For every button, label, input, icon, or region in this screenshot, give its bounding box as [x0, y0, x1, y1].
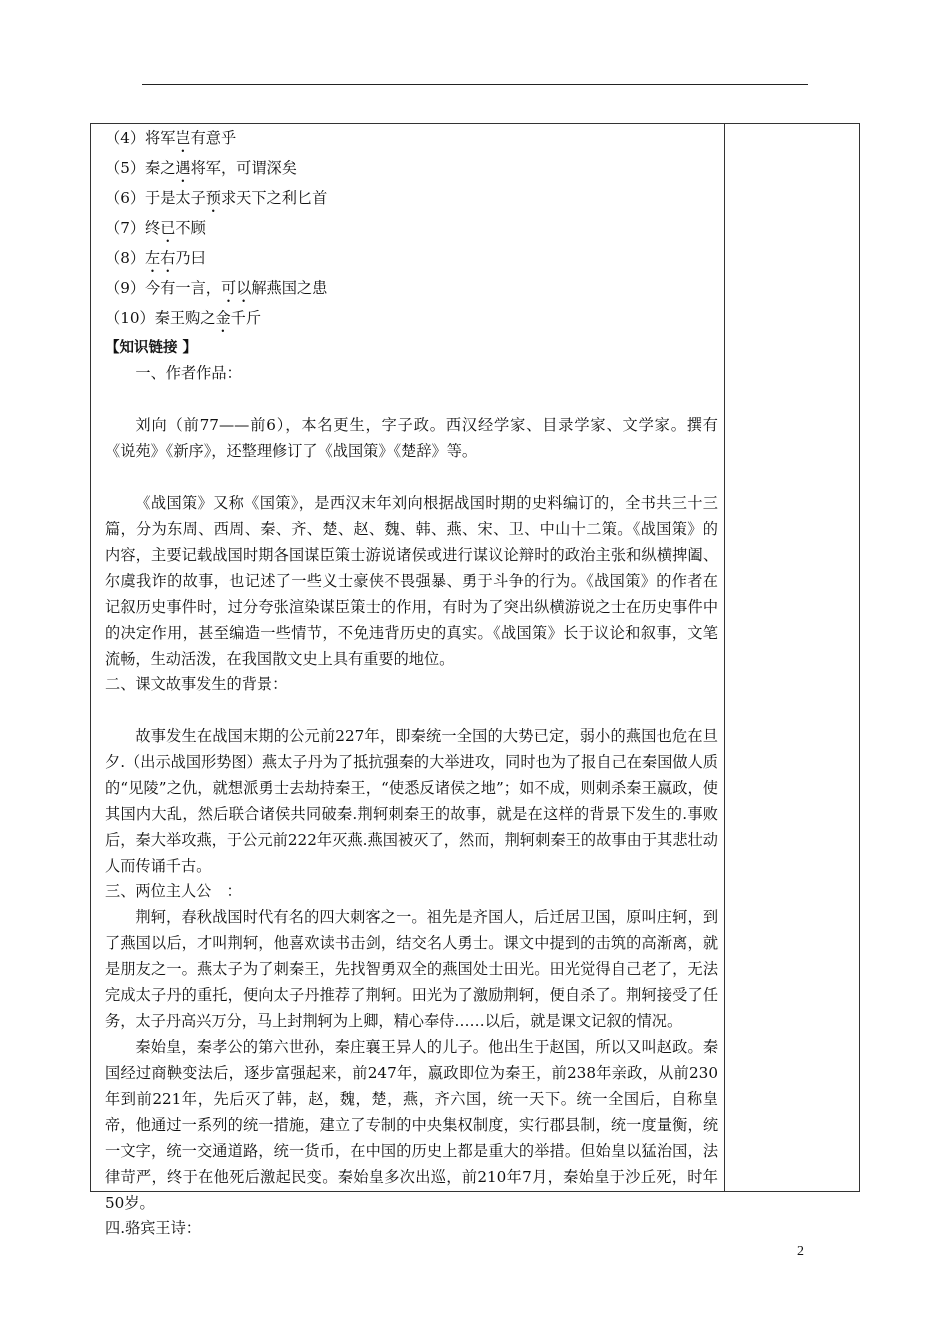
review-item-8: （8）左右乃曰 — [105, 249, 206, 267]
section-protagonists-title: 三、两位主人公 ： — [105, 882, 242, 900]
qinshihuang-paragraph: 秦始皇，秦孝公的第六世孙，秦庄襄王异人的儿子。他出生于赵国，所以又叫赵政。秦国经过商鞅变法后，逐步富强起来，前247年，嬴政即位为秦王，前238年亲政，从前230年到前221年，先后灭了韩，赵，魏，楚，燕，齐六国，统一天下。统一全国后，自称皇帝，他通过一系列的统一措施，建立了专制的中央集权制度，实行郡县制，统一度量衡，统一文字，统一交通道路，统一货币，在中国的历史上都是重大的举措。但始皇以猛治国，法律苛严，终于在他死后激起民变。秦始皇多次出巡，前210年7月，秦始皇于沙丘死，时年50岁。 — [105, 1038, 718, 1212]
spacer — [105, 464, 718, 490]
header-rule — [142, 84, 808, 85]
main-content-cell — [91, 124, 724, 1237]
notes-column-divider — [724, 124, 725, 1191]
knowledge-link-heading: 【知识链接 】 — [105, 340, 198, 356]
zhanguoce-paragraph: 《战国策》又称《国策》，是西汉末年刘向根据战国时期的史料编订的，全书共三十三篇，分为东周、西周、秦、齐、楚、赵、魏、韩、燕、宋、卫、中山十二策。《战国策》的内容，主要记载战国时期各国谋臣策士游说诸侯或进行谋议论辩时的政治主张和纵横捭阖、尔虞我诈的故事，也记述了一些义士豪侠不畏强暴、勇于斗争的行为。《战国策》的作者在记叙历史事件时，过分夸张渲染谋臣策士的作用，有时为了突出纵横游说之士在历史事件中的决定作用，甚至编造一些情节，不免违背历史的真实。《战国策》长于议论和叙事，文笔流畅，生动活泼，在我国散文史上具有重要的地位。 — [105, 494, 718, 668]
spacer — [105, 386, 718, 412]
review-item-6: （6）于是太子预求天下之利匕首 — [105, 189, 328, 207]
jingke-paragraph: 荆轲，春秋战国时代有名的四大刺客之一。祖先是齐国人，后迁居卫国，原叫庄轲，到了燕国以后，才叫荆轲，他喜欢读书击剑，结交名人勇士。课文中提到的击筑的高渐离，就是朋友之一。燕太子为了刺秦王，先找智勇双全的燕国处士田光。田光觉得自己老了，无法完成太子丹的重托，便向太子丹推荐了荆轲。田光为了激励荆轲，便自杀了。荆轲接受了任务，太子丹高兴万分，马上封荆轲为上卿，精心奉侍……以后，就是课文记叙的情况。 — [105, 908, 718, 1030]
page-number: 2 — [797, 1244, 804, 1259]
review-item-5: （5）秦之遇将军，可谓深矣 — [105, 159, 297, 177]
section-poem-title: 四.骆宾王诗： — [105, 1219, 201, 1237]
background-paragraph: 故事发生在战国末期的公元前227年，即秦统一全国的大势已定，弱小的燕国也危在旦夕.（出示战国形势图）燕太子丹为了抵抗强秦的大举进攻，同时也为了报自己在秦国做人质的“见陵”之仇，就想派勇士去劫持秦王，“使悉反诸侯之地”；如不成，则刺杀秦王嬴政，使其国内大乱，然后联合诸侯共同破秦.荆轲刺秦王的故事，就是在这样的背景下发生的.事败后，秦大举攻燕，于公元前222年灭燕.燕国被灭了，然而，荆轲刺秦王的故事由于其悲壮动人而传诵千古。 — [105, 727, 718, 875]
section-author-title: 一、作者作品： — [135, 364, 242, 382]
review-item-10: （10）秦王购之金千斤 — [105, 309, 262, 327]
worksheet-table — [90, 123, 860, 1237]
author-intro-paragraph: 刘向（前77——前6），本名更生，字子政。西汉经学家、目录学家、文学家。撰有《说苑》《新序》，还整理修订了《战国策》《楚辞》等。 — [105, 416, 718, 460]
review-item-9: （9）今有一言，可以解燕国之患 — [105, 279, 328, 297]
section-background-title: 二、课文故事发生的背景： — [105, 675, 288, 693]
spacer — [105, 697, 718, 723]
review-item-4: （4）将军岂有意乎 — [105, 129, 237, 147]
review-item-7: （7）终已不顾 — [105, 219, 206, 237]
